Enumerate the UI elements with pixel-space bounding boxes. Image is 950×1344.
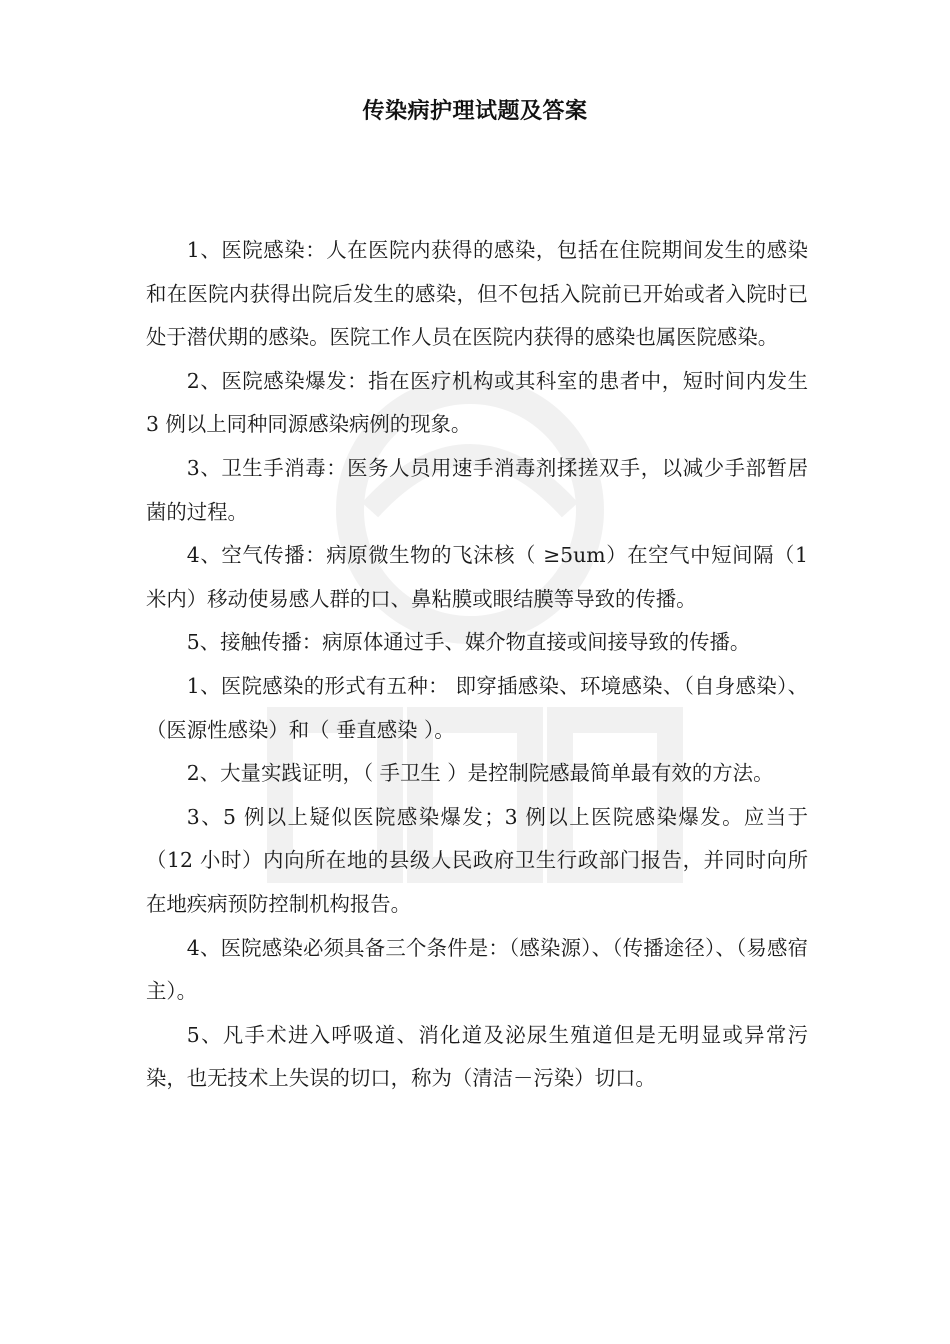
paragraph-question-clean-contaminated-incision: 5、凡手术进入呼吸道、消化道及泌尿生殖道但是无明显或异常污染，也无技术上失误的切口，称为（清洁－污染）切口。 xyxy=(146,1022,808,1091)
paragraph-definition-hospital-infection: 1、医院感染：人在医院内获得的感染，包括在住院期间发生的感染和在医院内获得出院后发生的感染，但不包括入院前已开始或者入院时已处于潜伏期的感染。医院工作人员在医院内获得的感染也属医院感染。 xyxy=(146,238,808,350)
paragraph-question-infection-forms: 1、医院感染的形式有五种： 即穿插感染、环境感染、（自身感染）、（医源性感染）和（ 垂直感染 ）。 xyxy=(146,673,808,742)
paragraph-definition-infection-outbreak: 2、医院感染爆发：指在医疗机构或其科室的患者中，短时间内发生 3 例以上同种同源感染病例的现象。 xyxy=(146,368,808,437)
paragraph-definition-contact-transmission: 5、接触传播：病原体通过手、媒介物直接或间接导致的传播。 xyxy=(186,630,751,655)
paragraph-definition-hand-disinfection: 3、卫生手消毒：医务人员用速手消毒剂揉搓双手，以减少手部暂居菌的过程。 xyxy=(146,455,808,524)
paragraph-question-three-conditions: 4、医院感染必须具备三个条件是：（感染源）、（传播途径）、（易感宿主）。 xyxy=(146,935,808,1004)
document-body xyxy=(146,229,808,1101)
paragraph-question-hand-hygiene: 2、大量实践证明，（ 手卫生 ）是控制院感最简单最有效的方法。 xyxy=(186,761,774,786)
paragraph-definition-airborne-transmission: 4、空气传播：病原微生物的飞沫核（ ≥5um）在空气中短间隔（1 米内）移动使易感人群的口、鼻粘膜或眼结膜等导致的传播。 xyxy=(146,543,808,611)
document-title: 传染病护理试题及答案 xyxy=(362,98,588,124)
paragraph-question-outbreak-reporting: 3、5 例以上疑似医院感染爆发；3 例以上医院感染爆发。应当于（12 小时）内向所在地的县级人民政府卫生行政部门报告，并同时向所在地疾病预防控制机构报告。 xyxy=(146,804,808,916)
